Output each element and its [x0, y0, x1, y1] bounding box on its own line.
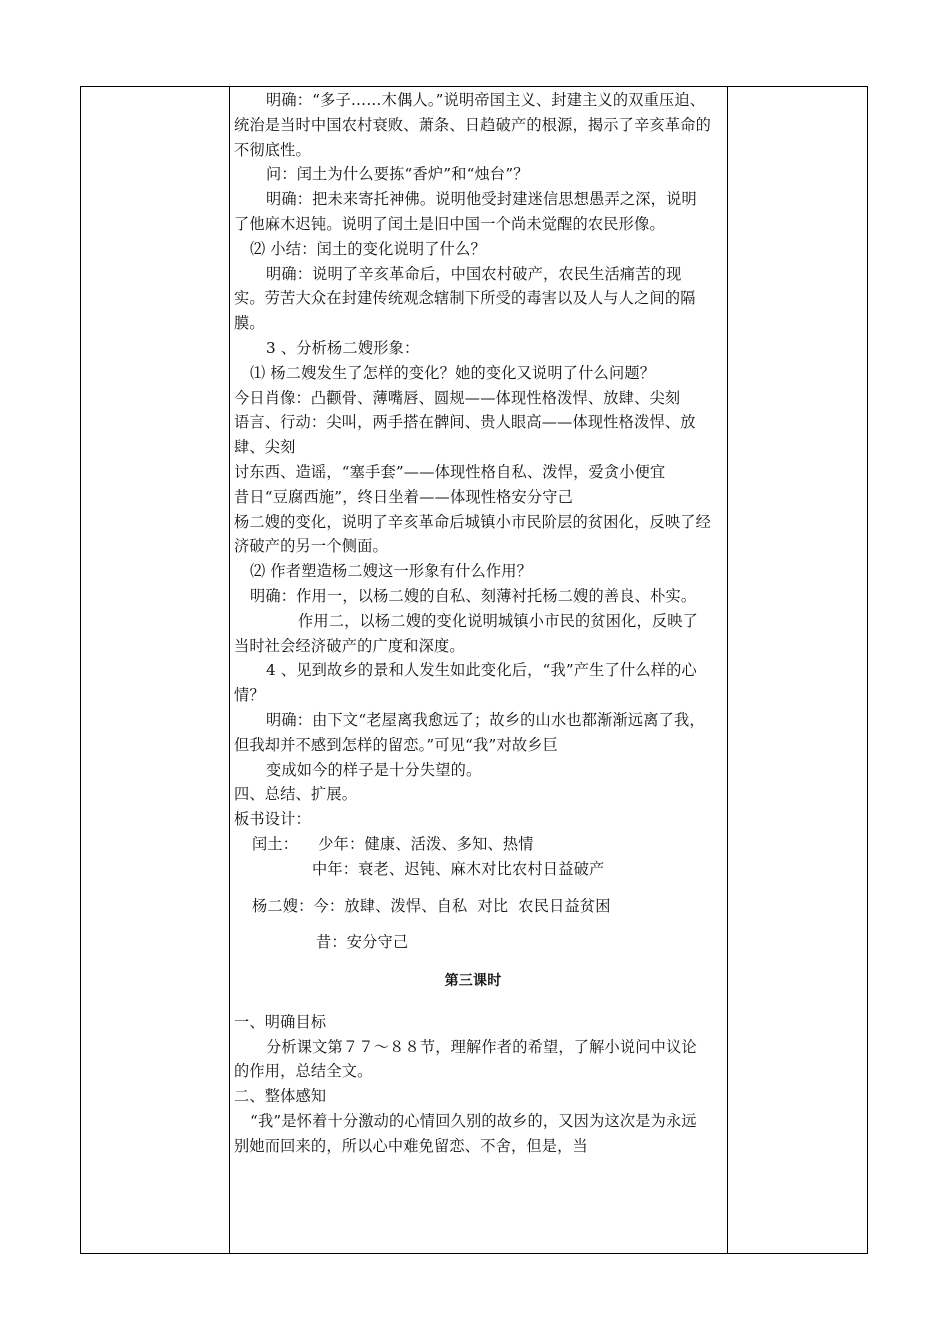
column-divider-right: [727, 87, 728, 1253]
paragraph: “我”是怀着十分激动的心情回久别的故乡的，又因为这次是为永远别她而回来的，所以心中难免留恋、不舍，但是，当: [234, 1112, 697, 1155]
section-heading: 4 、见到故乡的景和人发生如此变化后，“我”产生了什么样的心情？: [234, 661, 697, 705]
board-line: 中年：衰老、迟钝、麻木对比农村日益破产: [312, 859, 605, 878]
paragraph: 语言、行动：尖叫，两手搭在髀间、贵人眼高——体现性格泼悍、放肆、尖刻: [234, 413, 696, 457]
paragraph: 明确：“多子……木偶人。”说明帝国主义、封建主义的双重压迫、统治是当时中国农村衰败、萧条、日趋破产的根源，揭示了辛亥革命的不彻底性。: [234, 91, 712, 159]
board-line: 闰土： 少年：健康、活泼、多知、热情: [252, 834, 534, 853]
paragraph: 分析课文第７７～８８节，理解作者的希望，了解小说问中议论的作用，总结全文。: [234, 1037, 697, 1081]
paragraph: 明确：作用一，以杨二嫂的自私、刻薄衬托杨二嫂的善良、朴实。: [250, 586, 697, 605]
paragraph: ⑵ 作者塑造杨二嫂这一形象有什么作用？: [250, 562, 533, 581]
section-heading: 一、明确目标: [234, 1012, 327, 1031]
paragraph: ⑴ 杨二嫂发生了怎样的变化？她的变化又说明了什么问题？: [250, 363, 656, 382]
paragraph: 讨东西、造谣，“塞手套”——体现性格自私、泼悍，爱贪小便宜: [234, 462, 666, 481]
paragraph: 昔日“豆腐西施”，终日坐着——体现性格安分守己: [234, 487, 574, 506]
paragraph: 问：闰土为什么要拣“香炉”和“烛台”？: [266, 165, 529, 184]
column-divider-left: [229, 87, 230, 1253]
lesson-title: 第三课时: [444, 973, 502, 990]
section-heading: 板书设计：: [234, 810, 311, 829]
paragraph: 变成如今的样子是十分失望的。: [266, 760, 482, 779]
lesson-content: [234, 88, 712, 1159]
paragraph: 作用二，以杨二嫂的变化说明城镇小市民的贫困化，反映了当时社会经济破产的广度和深度。: [234, 611, 699, 655]
board-line: 昔：安分守己: [316, 933, 409, 952]
board-line: 杨二嫂：今：放肆、泼悍、自私 对比 农民日益贫困: [252, 896, 611, 915]
section-heading: 二、整体感知: [234, 1087, 327, 1106]
paragraph: 杨二嫂的变化，说明了辛亥革命后城镇小市民阶层的贫困化，反映了经济破产的另一个侧面。: [234, 512, 712, 556]
section-heading: 四、总结、扩展。: [234, 785, 358, 804]
paragraph: 明确：把未来寄托神佛。说明他受封建迷信思想愚弄之深，说明了他麻木迟钝。说明了闰土是旧中国一个尚未觉醒的农民形像。: [234, 190, 697, 233]
paragraph: 明确：说明了辛亥革命后，中国农村破产，农民生活痛苦的现实。劳苦大众在封建传统观念辖制下所受的毒害以及人与人之间的隔膜。: [234, 264, 696, 333]
section-heading: 3 、分析杨二嫂形象：: [266, 338, 420, 357]
paragraph: ⑵ 小结：闰土的变化说明了什么？: [250, 239, 486, 258]
paragraph: 今日肖像：凸颧骨、薄嘴唇、圆规——体现性格泼悍、放肆、尖刻: [234, 388, 681, 407]
paragraph: 明确：由下文“老屋离我愈远了；故乡的山水也都渐渐远离了我，但我却并不感到怎样的留恋。”可见“我”对故乡巨: [234, 710, 705, 754]
